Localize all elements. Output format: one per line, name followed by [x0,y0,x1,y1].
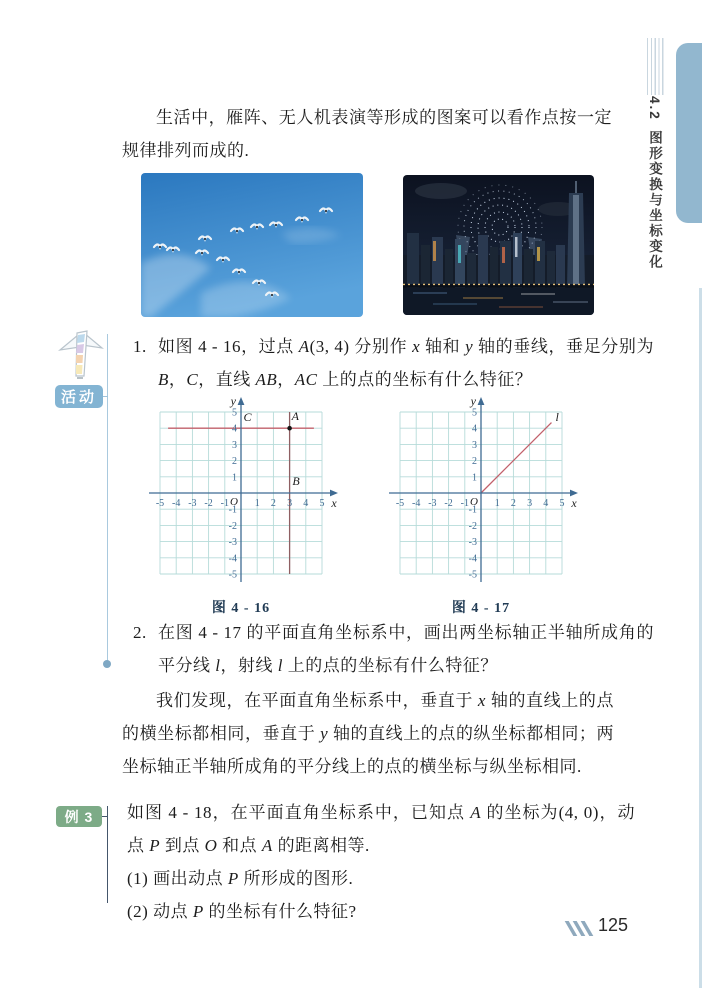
svg-text:-4: -4 [172,498,181,509]
svg-text:-5: -5 [228,569,237,581]
activity-line-end-dot [103,660,111,668]
svg-text:y: y [470,394,476,408]
svg-text:-1: -1 [460,498,469,509]
example-statement: 如图 4 - 18，在平面直角坐标系中，已知点 A 的坐标为(4, 0)，动点 P 到点 O 和点 A 的距离相等. [127,803,635,855]
item-number: 1. [133,337,147,356]
figure-4-16-plot [141,392,341,592]
section-title-vertical [644,96,664,276]
svg-text:3: 3 [232,439,237,451]
figure-4-16-caption: 图 4 - 16 [211,601,271,616]
svg-text:-2: -2 [468,520,477,532]
svg-text:O: O [230,496,238,508]
svg-text:-5: -5 [468,569,477,581]
svg-text:3: 3 [472,439,477,451]
water-reflection [403,288,594,315]
example-rule-line [107,806,108,903]
svg-text:y: y [230,394,236,408]
drone-photo-art [403,175,594,315]
svg-text:3: 3 [287,498,293,509]
svg-text:4: 4 [232,423,237,435]
geese-v-formation-photo [141,173,363,317]
svg-text:A: A [291,409,299,424]
activity-guide-line [107,334,108,664]
svg-text:-3: -3 [428,498,437,509]
svg-text:5: 5 [472,407,477,419]
figure-4-17-plot [381,392,581,592]
svg-text:-2: -2 [204,498,213,509]
svg-text:-3: -3 [468,537,477,549]
svg-text:C: C [243,409,252,424]
example-sub-question-2: (2) 动点 P 的坐标有什么特征? [127,902,357,921]
example-badge-connector [102,816,107,817]
svg-text:1: 1 [232,472,237,484]
activity-item-2 [133,616,654,682]
svg-text:-2: -2 [444,498,453,509]
svg-text:B: B [292,473,300,488]
svg-text:O: O [470,496,478,508]
svg-text:2: 2 [472,456,477,468]
margin-hatch-lines [647,38,666,95]
svg-text:1: 1 [254,498,260,509]
svg-text:5: 5 [319,498,325,509]
svg-text:-4: -4 [468,553,477,565]
svg-text:-5: -5 [155,498,165,509]
section-number: 4.2 [647,96,662,121]
figure-4-17-caption: 图 4 - 17 [451,601,511,616]
geese-photo-art [141,173,363,317]
discussion-paragraph: 我们发现，在平面直角坐标系中，垂直于 x 轴的直线上的点的横坐标都相同，垂直于 y 轴的直线上的点的纵坐标都相同；两坐标轴正半轴所成角的平分线上的点的横坐标与纵坐标相同. [122,691,615,776]
svg-text:-1: -1 [228,504,237,516]
figure-4-17 [381,392,581,617]
svg-text:-3: -3 [188,498,197,509]
figure-4-16 [141,392,341,617]
svg-text:l: l [555,409,559,424]
item-number: 2. [133,623,147,642]
svg-text:-5: -5 [395,498,405,509]
chapter-tab [676,43,702,223]
svg-text:-2: -2 [228,520,237,532]
svg-text:-1: -1 [220,498,229,509]
example-3-block [127,796,635,928]
svg-text:1: 1 [494,498,500,509]
drone-show-photo [403,175,594,315]
svg-text:2: 2 [232,456,237,468]
example-3-badge: 例 3 [56,806,102,827]
intro-paragraph: 生活中，雁阵、无人机表演等形成的图案可以看作点按一定规律排列而成的. [122,108,612,160]
svg-text:4: 4 [303,498,309,509]
svg-text:x: x [331,496,337,510]
pinwheel-toy-icon [58,326,104,382]
item-text: 如图 4 - 16，过点 A(3, 4) 分别作 x 轴和 y 轴的垂线，垂足分别为 B，C，直线 AB，AC 上的点的坐标有什么特征？ [158,337,654,389]
svg-text:x: x [571,496,577,510]
activity-item-1 [133,330,654,396]
svg-text:4: 4 [543,498,549,509]
svg-text:-4: -4 [228,553,237,565]
example-sub-question-1: (1) 画出动点 P 所形成的图形. [127,869,354,888]
section-title-text: 图形变换与坐标变化 [647,130,662,271]
item-text: 在图 4 - 17 的平面直角坐标系中，画出两坐标轴正半轴所成角的平分线 l，射线 l 上的点的坐标有什么特征？ [158,623,654,675]
page-number: 125 [598,915,629,935]
svg-text:2: 2 [510,498,516,509]
svg-text:3: 3 [527,498,533,509]
svg-text:2: 2 [270,498,276,509]
activity-badge: 活动 [55,385,103,408]
svg-text:5: 5 [559,498,565,509]
svg-text:-4: -4 [412,498,421,509]
svg-text:4: 4 [472,423,477,435]
svg-text:5: 5 [232,407,237,419]
svg-text:-3: -3 [228,537,237,549]
svg-text:-1: -1 [468,504,477,516]
activity-badge-connector [103,396,108,397]
page-footer-mark [569,921,593,941]
svg-text:1: 1 [472,472,477,484]
